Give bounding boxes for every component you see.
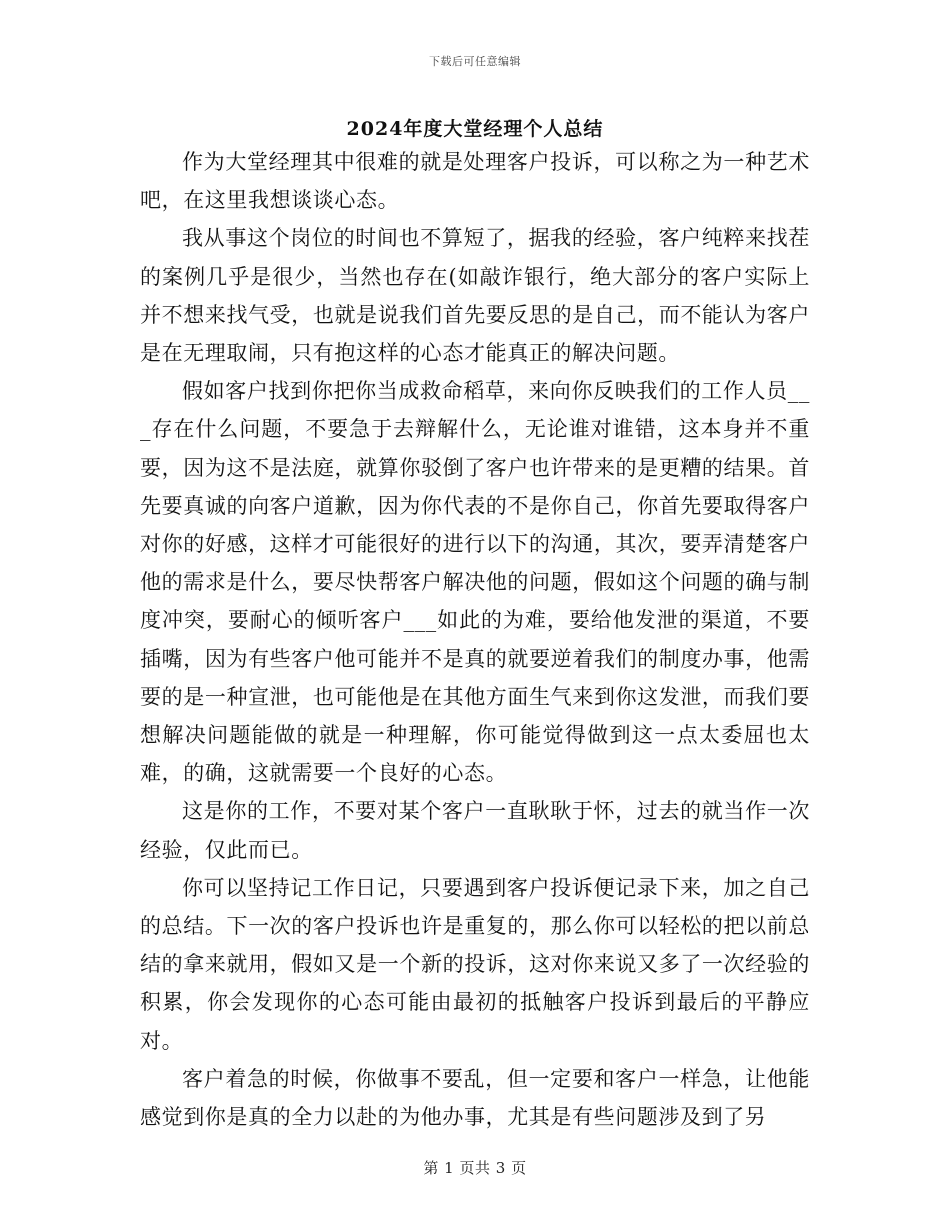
- paragraph: 你可以坚持记工作日记，只要遇到客户投诉便记录下来，加之自己的总结。下一次的客户投诉也许是重复的，那么你可以轻松的把以前总结的拿来就用，假如又是一个新的投诉，这对你来说又多了一次经验的积累，你会发现你的心态可能由最初的抵触客户投诉到最后的平静应对。: [140, 875, 810, 1053]
- paragraph: 这是你的工作，不要对某个客户一直耿耿于怀，过去的就当作一次经验，仅此而已。: [140, 799, 810, 862]
- page-number: 第 1 页共 3 页: [423, 1159, 527, 1177]
- paragraph: 作为大堂经理其中很难的就是处理客户投诉，可以称之为一种艺术吧，在这里我想谈谈心态。: [140, 150, 810, 213]
- header-note: 下载后可任意编辑: [429, 55, 521, 68]
- paragraph: 客户着急的时候，你做事不要乱，但一定要和客户一样急，让他能感觉到你是真的全力以赴的为他办事，尤其是有些问题涉及到了另: [140, 1066, 810, 1130]
- document-body: [140, 143, 810, 1136]
- document-title: 2024年度大堂经理个人总结: [346, 118, 604, 140]
- paragraph: 假如客户找到你把你当成救命稻草，来向你反映我们的工作人员___存在什么问题，不要急于去辩解什么，无论谁对谁错，这本身并不重要，因为这不是法庭，就算你驳倒了客户也许带来的是更糟的结果。首先要真诚的向客户道歉，因为你代表的不是你自己，你首先要取得客户对你的好感，这样才可能很好的进行以下的沟通，其次，要弄清楚客户他的需求是什么，要尽快帮客户解决他的问题，假如这个问题的确与制度冲突，要耐心的倾听客户___如此的为难，要给他发泄的渠道，不要插嘴，因为有些客户他可能并不是真的就要逆着我们的制度办事，他需要的是一种宣泄，也可能他是在其他方面生气来到你这发泄，而我们要想解决问题能做的就是一种理解，你可能觉得做到这一点太委屈也太难，的确，这就需要一个良好的心态。: [140, 379, 810, 786]
- paragraph: 我从事这个岗位的时间也不算短了，据我的经验，客户纯粹来找茬的案例几乎是很少，当然也存在(如敲诈银行，绝大部分的客户实际上并不想来找气受，也就是说我们首先要反思的是自己，而不能认为客户是在无理取闹，只有抱这样的心态才能真正的解决问题。: [140, 226, 810, 366]
